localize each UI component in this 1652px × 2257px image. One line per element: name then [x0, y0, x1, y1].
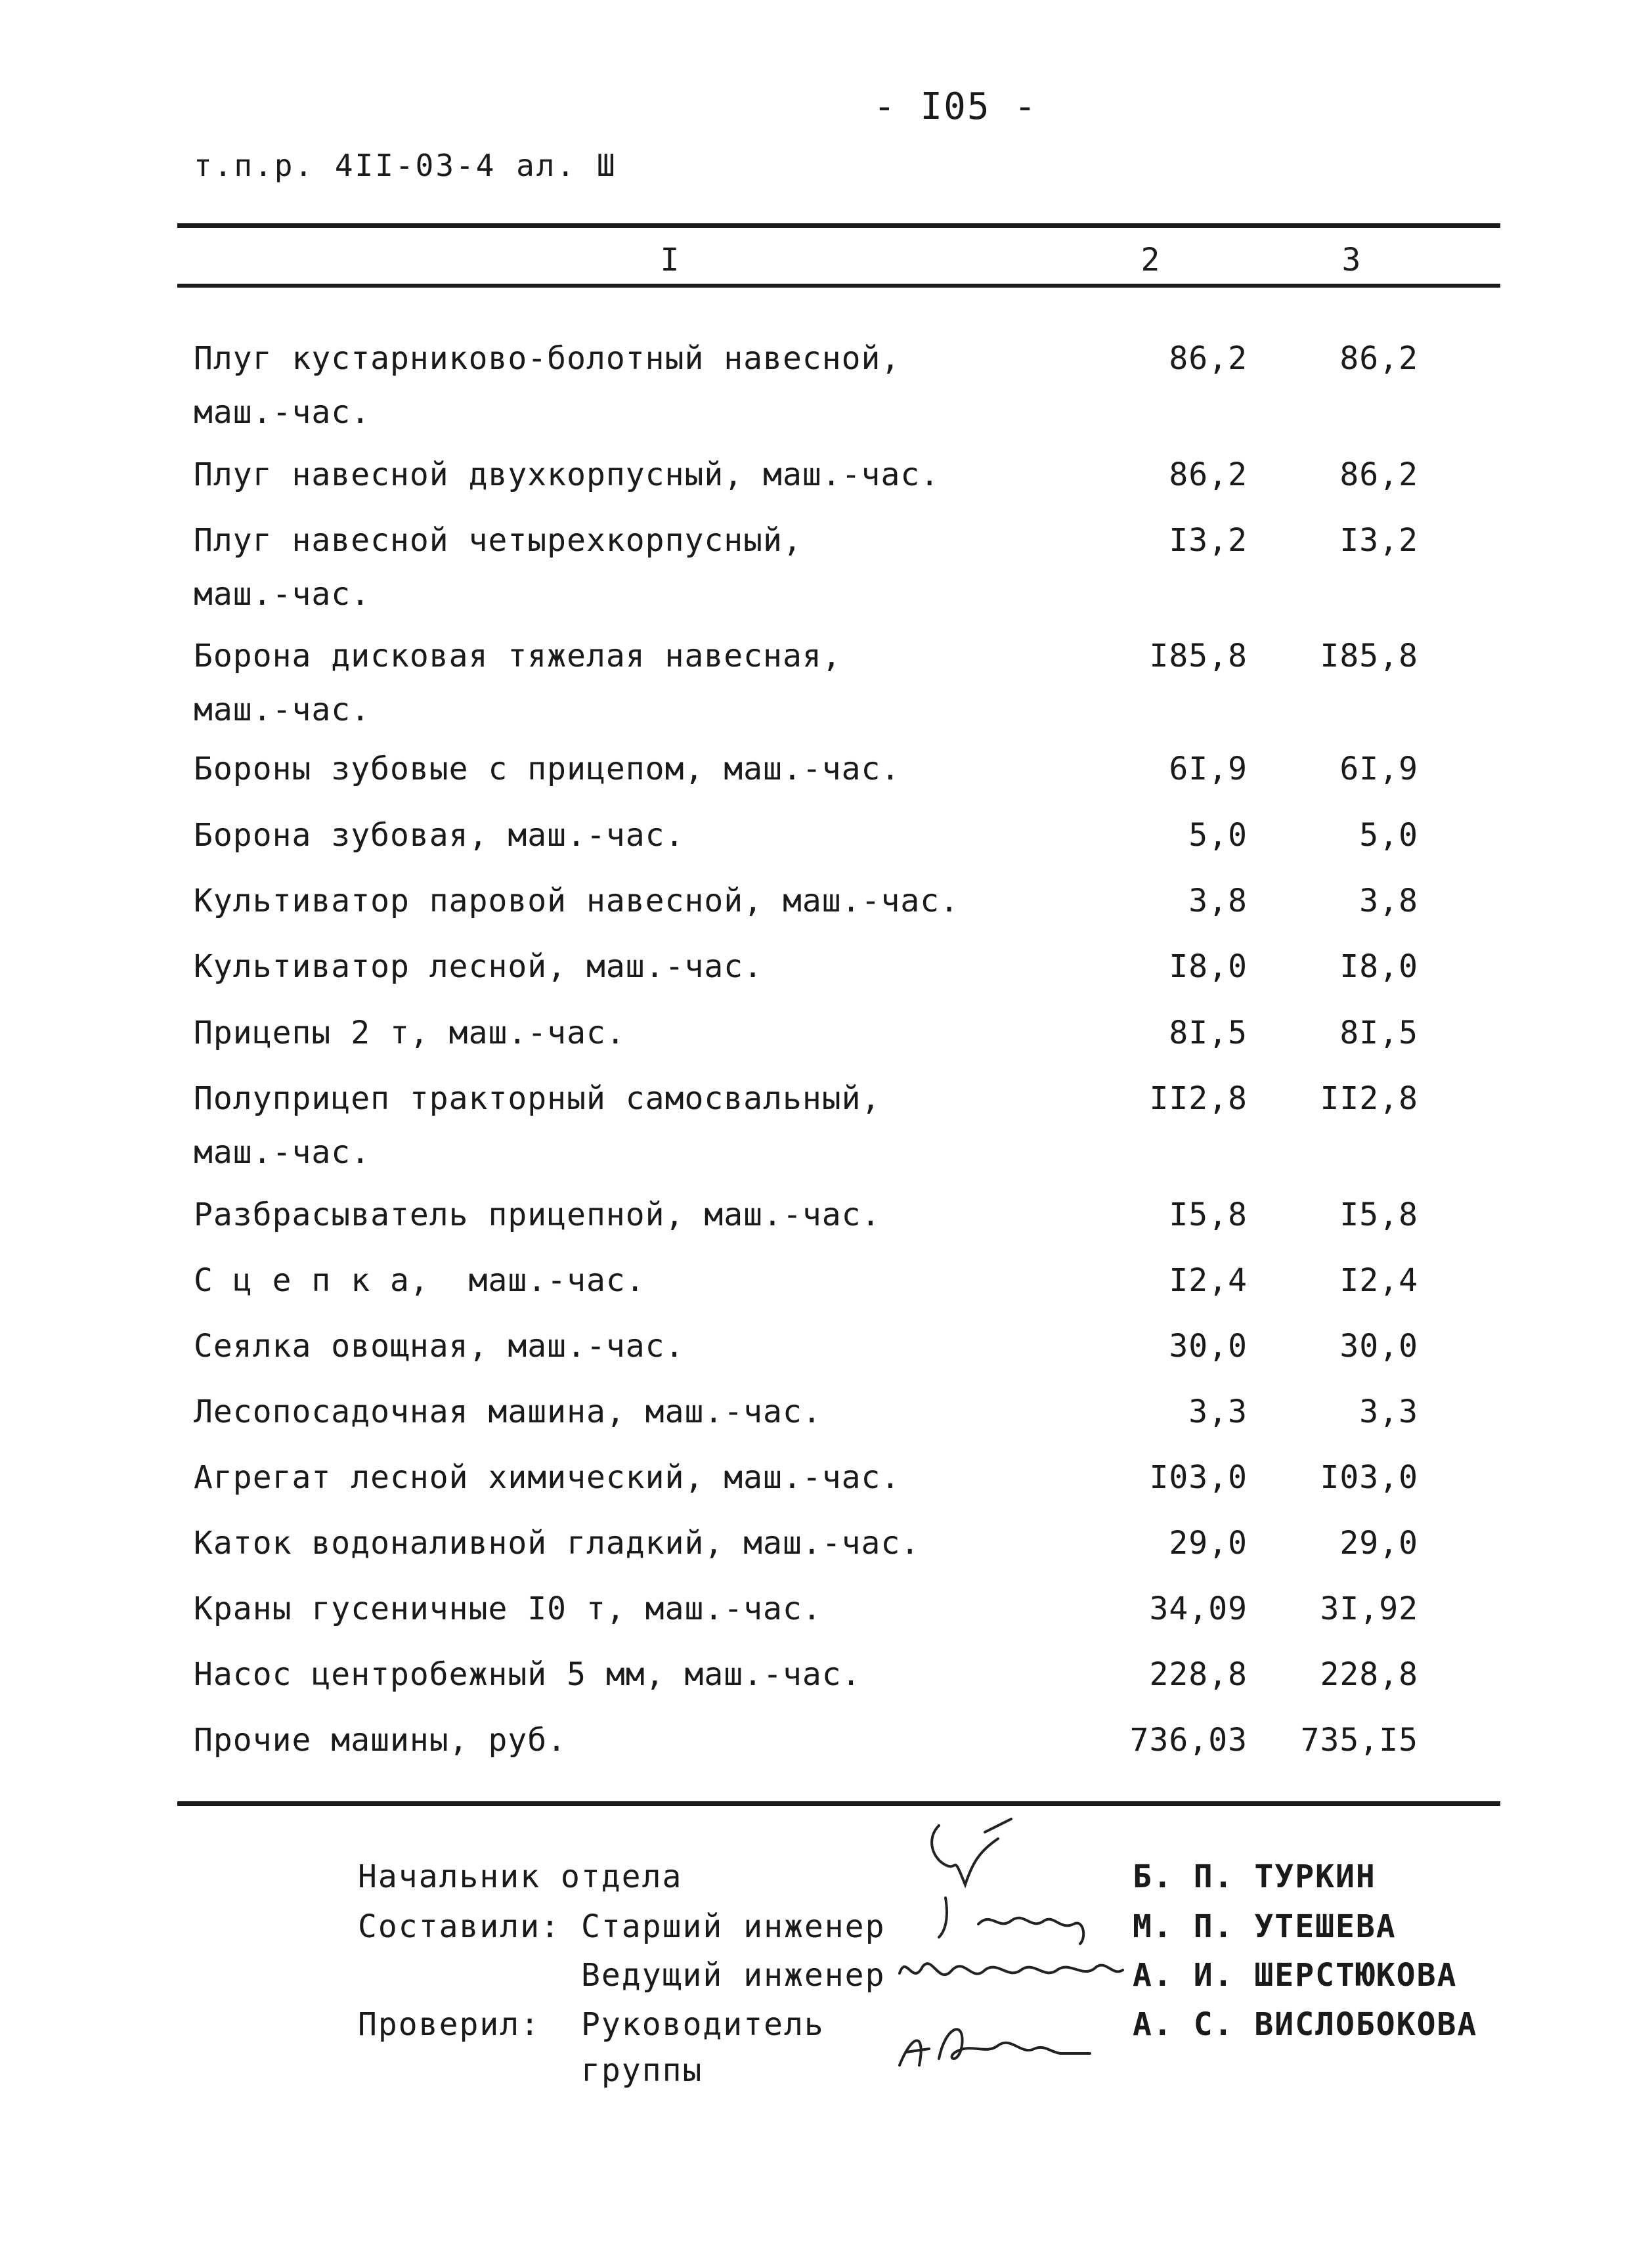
- lead-engineer-name: А. И. ШЕРСТЮКОВА: [1133, 1957, 1458, 1994]
- row-name: Насос центробежный 5 мм, маш.-час.: [194, 1656, 861, 1693]
- row-value-col2: 3,3: [1188, 1393, 1248, 1430]
- row-value-col2: I85,8: [1149, 638, 1248, 674]
- row-name: Сеялка овощная, маш.-час.: [194, 1328, 685, 1365]
- row-name: Разбрасыватель прицепной, маш.-час.: [194, 1196, 881, 1233]
- compiled-label: Составили:: [358, 1908, 561, 1945]
- row-value-col3: 735,I5: [1300, 1722, 1418, 1759]
- row-value-col3: I5,8: [1339, 1196, 1418, 1233]
- row-value-col2: 228,8: [1149, 1656, 1248, 1693]
- row-value-col2: 8I,5: [1169, 1015, 1248, 1051]
- senior-engineer-role: Старший инженер: [581, 1908, 886, 1945]
- row-value-col2: 86,2: [1169, 340, 1248, 377]
- row-name: Плуг навесной двухкорпусный, маш.-час.: [194, 456, 940, 493]
- row-name: Бороны зубовые с прицепом, маш.-час.: [194, 751, 901, 787]
- row-value-col3: 30,0: [1339, 1328, 1418, 1365]
- row-value-col3: 5,0: [1359, 817, 1418, 854]
- row-value-col3: 29,0: [1339, 1525, 1418, 1562]
- signature-line-senior: [0, 1908, 1652, 1954]
- row-name: Плуг навесной четырехкорпусный, маш.-час.: [194, 522, 802, 613]
- row-name: Полуприцеп тракторный самосвальный, маш.-час.: [194, 1080, 881, 1171]
- group-leader-role: Руководитель: [581, 2006, 825, 2043]
- checked-label: Проверил:: [358, 2006, 541, 2043]
- handwritten-signature-lead: [893, 1940, 1129, 2000]
- column-header-2: 2: [1141, 242, 1160, 278]
- signature-line-checked: [0, 2006, 1652, 2052]
- row-name: Культиватор лесной, маш.-час.: [194, 948, 764, 985]
- table-top-rule: [177, 223, 1500, 228]
- page-number: - I05 -: [873, 85, 1038, 128]
- row-value-col2: 3,8: [1188, 883, 1248, 919]
- row-value-col2: 86,2: [1169, 456, 1248, 493]
- signature-line-head: [0, 1858, 1652, 1904]
- row-value-col2: I3,2: [1169, 522, 1248, 559]
- row-value-col2: 736,03: [1129, 1722, 1248, 1759]
- column-header-3: 3: [1341, 242, 1361, 278]
- row-value-col3: II2,8: [1320, 1080, 1418, 1117]
- table-bottom-rule: [177, 1801, 1500, 1806]
- document-reference: т.п.р. 4II-03-4 ал. Ш: [194, 148, 617, 183]
- handwritten-signature-group: [893, 2006, 1103, 2078]
- row-value-col3: I2,4: [1339, 1262, 1418, 1299]
- head-of-department-name: Б. П. ТУРКИН: [1133, 1858, 1376, 1895]
- row-name: Каток водоналивной гладкий, маш.-час.: [194, 1525, 921, 1562]
- row-value-col3: 86,2: [1339, 456, 1418, 493]
- row-value-col2: 30,0: [1169, 1328, 1248, 1365]
- row-value-col2: 34,09: [1149, 1590, 1248, 1627]
- row-name: С ц е п к а, маш.-час.: [194, 1262, 645, 1299]
- row-value-col2: I5,8: [1169, 1196, 1248, 1233]
- row-name: Прицепы 2 т, маш.-час.: [194, 1015, 626, 1051]
- head-of-department-label: Начальник отдела: [358, 1858, 683, 1895]
- row-value-col3: 3I,92: [1320, 1590, 1418, 1627]
- row-name: Борона дисковая тяжелая навесная, маш.-час.: [194, 638, 842, 728]
- row-name: Агрегат лесной химический, маш.-час.: [194, 1459, 901, 1496]
- table-header-rule: [177, 284, 1500, 288]
- row-value-col2: I03,0: [1149, 1459, 1248, 1496]
- row-value-col3: I03,0: [1320, 1459, 1418, 1496]
- row-name: Плуг кустарниково-болотный навесной, маш.-час.: [194, 340, 901, 431]
- row-name: Борона зубовая, маш.-час.: [194, 817, 685, 854]
- column-header-1: I: [660, 242, 680, 278]
- row-value-col3: 8I,5: [1339, 1015, 1418, 1051]
- signature-line-group: [0, 2052, 1652, 2098]
- row-value-col3: 86,2: [1339, 340, 1418, 377]
- row-value-col2: 6I,9: [1169, 751, 1248, 787]
- row-value-col3: 228,8: [1320, 1656, 1418, 1693]
- row-name: Культиватор паровой навесной, маш.-час.: [194, 883, 960, 919]
- signature-line-lead: [0, 1957, 1652, 2003]
- row-value-col3: I85,8: [1320, 638, 1418, 674]
- row-value-col2: II2,8: [1149, 1080, 1248, 1117]
- row-value-col3: I3,2: [1339, 522, 1418, 559]
- row-name: Краны гусеничные I0 т, маш.-час.: [194, 1590, 822, 1627]
- row-name: Лесопосадочная машина, маш.-час.: [194, 1393, 822, 1430]
- group-leader-name: А. С. ВИСЛОБОКОВА: [1133, 2006, 1478, 2043]
- row-value-col3: I8,0: [1339, 948, 1418, 985]
- row-value-col3: 3,3: [1359, 1393, 1418, 1430]
- row-value-col2: I8,0: [1169, 948, 1248, 985]
- group-role-continued: группы: [581, 2052, 703, 2089]
- row-value-col3: 3,8: [1359, 883, 1418, 919]
- row-value-col2: I2,4: [1169, 1262, 1248, 1299]
- row-value-col3: 6I,9: [1339, 751, 1418, 787]
- senior-engineer-name: М. П. УТЕШЕВА: [1133, 1908, 1397, 1945]
- row-name: Прочие машины, руб.: [194, 1722, 567, 1759]
- lead-engineer-role: Ведущий инженер: [581, 1957, 886, 1994]
- row-value-col2: 29,0: [1169, 1525, 1248, 1562]
- row-value-col2: 5,0: [1188, 817, 1248, 854]
